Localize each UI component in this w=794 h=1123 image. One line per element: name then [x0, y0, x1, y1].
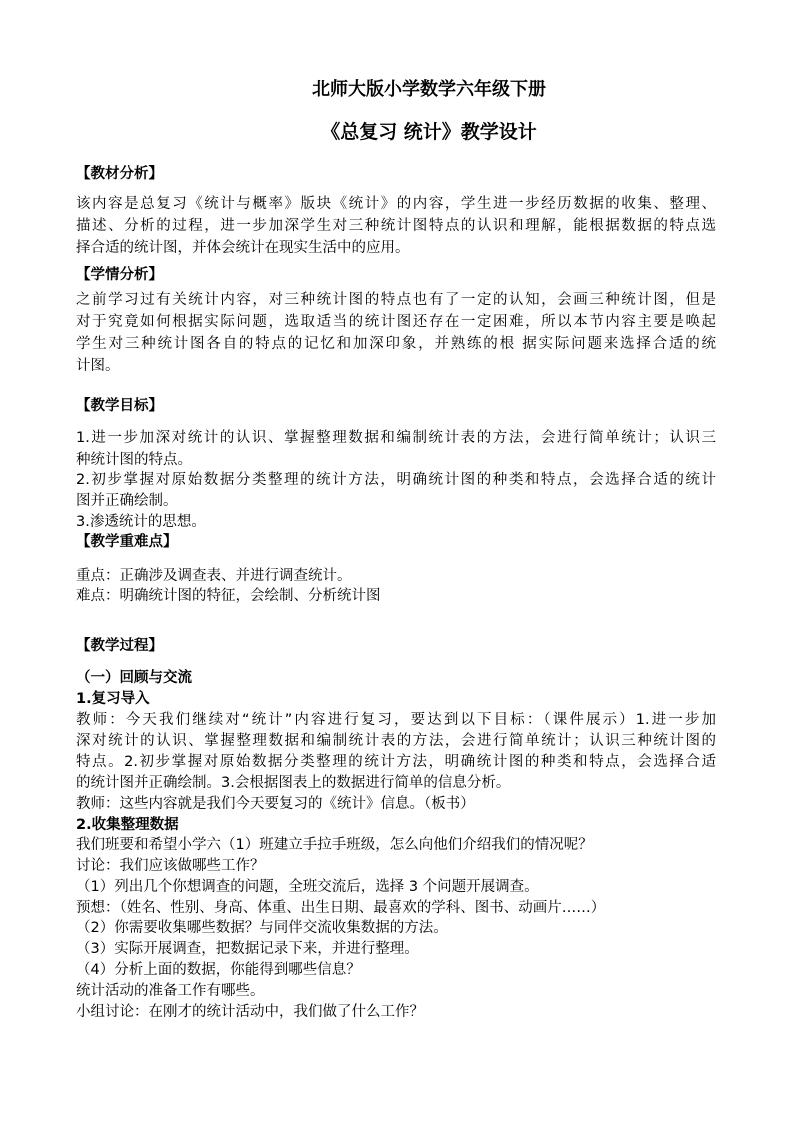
paragraph-line: 计图。 [76, 358, 120, 374]
paragraph-line: 小组讨论：在刚才的统计活动中，我们做了什么工作？ [76, 1004, 424, 1020]
paragraph-line: 学生对三种统计图各自的特点的记忆和加深印象，并熟练的根 据实际问题来选择合适的统 [76, 336, 716, 352]
paragraph-line: 1.进一步加深对统计的认识、掌握整理数据和编制统计表的方法，会进行简单统计；认识三 [76, 430, 716, 446]
paragraph-line: 重点：正确涉及调查表、并进行调查统计。 [76, 568, 352, 584]
paragraph-line: 图并正确绘制。 [76, 493, 178, 509]
paragraph-line: 3.渗透统计的思想。 [76, 514, 206, 530]
section-heading-goals: 【教学目标】 [76, 398, 163, 414]
paragraph-line: 种统计图的特点。 [76, 452, 192, 468]
paragraph-line: 该内容是总复习《统计与概率》版块《统计》的内容，学生进一步经历数据的收集、整理、 [76, 196, 716, 212]
paragraph-line: 描述、分析的过程，进一步加深学生对三种统计图特点的认识和理解，能根据数据的特点选 [76, 218, 716, 234]
section-heading-key-points: 【教学重难点】 [76, 534, 178, 550]
paragraph-line: 预想：（姓名、性别、身高、体重、出生日期、最喜欢的学科、图书、动画片……） [76, 900, 606, 916]
paragraph-line: 深对统计的认识、掌握整理数据和编制统计表的方法，会进行简单统计；认识三种统计图的 [76, 733, 716, 749]
paragraph-line: （1）列出几个你想调查的问题，全班交流后，选择 3 个问题开展调查。 [76, 879, 539, 895]
paragraph-line: （3）实际开展调查，把数据记录下来，并进行整理。 [76, 941, 419, 957]
paragraph-line: 统计活动的准备工作有哪些。 [76, 983, 265, 999]
paragraph-line: 教师：这些内容就是我们今天要复习的《统计》信息。（板书） [76, 796, 475, 812]
section-heading-students: 【学情分析】 [76, 267, 163, 283]
paragraph-line: 我们班要和希望小学六（1）班建立手拉手班级，怎么向他们介绍我们的情况呢？ [76, 837, 593, 853]
paragraph-line: （4）分析上面的数据，你能得到哪些信息？ [76, 962, 361, 978]
section-heading-material: 【教材分析】 [76, 166, 163, 182]
paragraph-line: 教师：今天我们继续对“统计”内容进行复习，要达到以下目标：（课件展示）1.进一步加 [76, 712, 716, 728]
paragraph-line: （2）你需要收集哪些数据？与同伴交流收集数据的方法。 [76, 920, 448, 936]
paragraph-line: 对于究竟如何根据实际问题，选取适当的统计图还存在一定困难，所以本节内容主要是唤起 [76, 314, 716, 330]
paragraph-line: 择合适的统计图，并体会统计在现实生活中的应用。 [76, 240, 410, 256]
paragraph-line: 之前学习过有关统计内容，对三种统计图的特点也有了一定的认知，会画三种统计图，但是 [76, 292, 716, 308]
paragraph-line: 特点。2.初步掌握对原始数据分类整理的统计方法，明确统计图的种类和特点，会选择合适 [76, 754, 716, 770]
section-heading-process: 【教学过程】 [76, 638, 163, 654]
paragraph-line: 讨论：我们应该做哪些工作？ [76, 858, 265, 874]
document-title: 北师大版小学数学六年级下册 [312, 79, 546, 100]
paragraph-line: 2.初步掌握对原始数据分类整理的统计方法，明确统计图的种类和特点，会选择合适的统计 [76, 472, 716, 488]
subsection-heading: 1.复习导入 [76, 691, 150, 707]
subsection-heading: 2.收集整理数据 [76, 817, 179, 833]
paragraph-line: 难点：明确统计图的特征，会绘制、分析统计图 [76, 588, 381, 604]
document-subtitle: 《总复习 统计》教学设计 [321, 121, 537, 143]
subsection-heading: （一）回顾与交流 [76, 670, 192, 686]
paragraph-line: 的统计图并正确绘制。3.会根据图表上的数据进行简单的信息分析。 [76, 775, 511, 791]
